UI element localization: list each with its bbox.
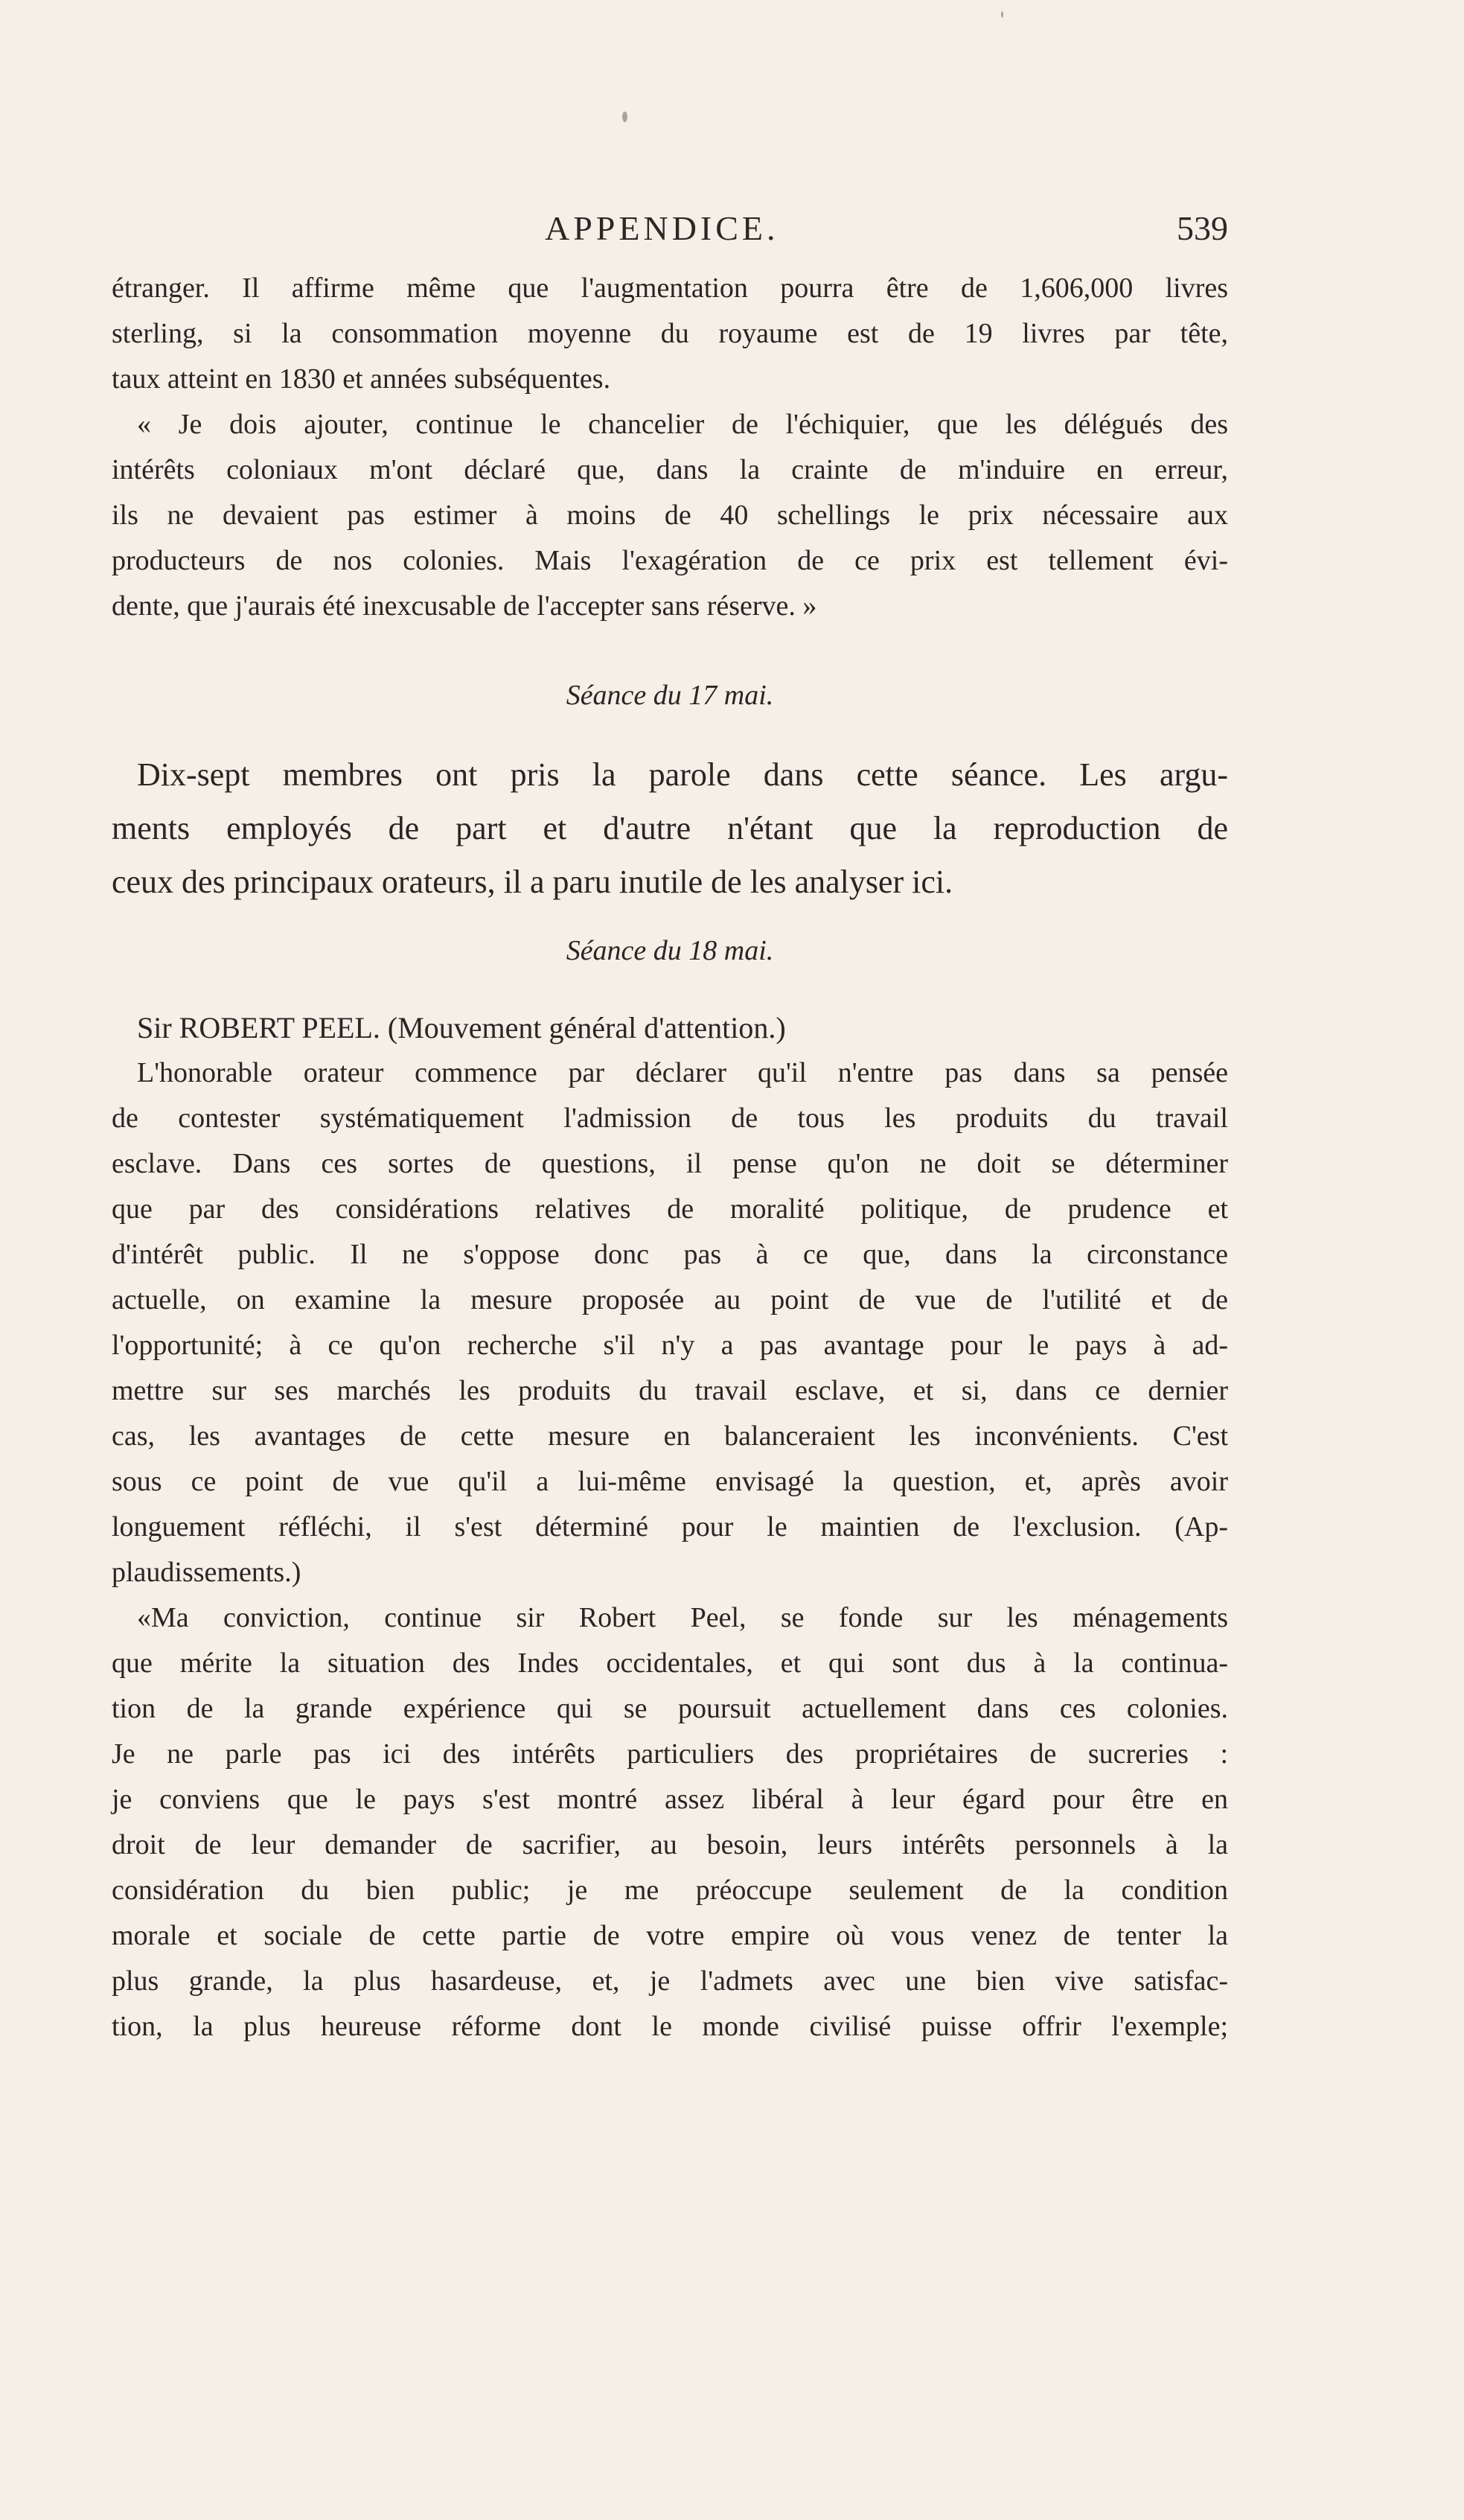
speech-text [112, 1005, 1228, 2050]
text-line: étranger. Il affirme même que l'augmentation pourra être de 1,606,000 livres [112, 272, 1228, 304]
text-line: plaudissements.) [112, 1557, 301, 1588]
section-heading: Séance du 17 mai. [566, 680, 774, 711]
text-line: que par des considérations relatives de moralité politique, de prudence et [112, 1193, 1228, 1225]
text-line: morale et sociale de cette partie de votre empire où vous venez de tenter la [112, 1920, 1228, 1951]
text-line: de contester systématiquement l'admission de tous les produits du travail [112, 1103, 1228, 1134]
text-line: « Je dois ajouter, continue le chancelier de l'échiquier, que les délégués des [137, 409, 1228, 440]
speaker-line: Sir ROBERT PEEL. (Mouvement général d'attention.) [137, 1011, 786, 1044]
opening-text [112, 266, 1228, 629]
text-line: considération du bien public; je me préoccupe seulement de la condition [112, 1875, 1228, 1906]
text-line: taux atteint en 1830 et années subséquentes. [112, 363, 611, 395]
text-line: cas, les avantages de cette mesure en balanceraient les inconvénients. C'est [112, 1420, 1228, 1452]
text-line: dente, que j'aurais été inexcusable de l'accepter sans réserve. » [112, 590, 817, 622]
running-head-title: APPENDICE. [545, 209, 779, 247]
text-line: Dix-sept membres ont pris la parole dans cette séance. Les argu- [137, 756, 1228, 793]
text-line: l'opportunité; à ce qu'on recherche s'il n'y a pas avantage pour le pays à ad- [112, 1330, 1228, 1361]
section-heading: Séance du 18 mai. [566, 935, 774, 966]
text-line: ceux des principaux orateurs, il a paru inutile de les analyser ici. [112, 864, 953, 900]
text-line: tion, la plus heureuse réforme dont le monde civilisé puisse offrir l'exemple; [112, 2011, 1228, 2042]
text-line: d'intérêt public. Il ne s'oppose donc pas à ce que, dans la circonstance [112, 1239, 1228, 1270]
text-line: ments employés de part et d'autre n'étant que la reproduction de [112, 810, 1228, 846]
text-line: ils ne devaient pas estimer à moins de 40 schellings le prix nécessaire aux [112, 500, 1228, 531]
text-line: tion de la grande expérience qui se poursuit actuellement dans ces colonies. [112, 1693, 1228, 1724]
text-line: actuelle, on examine la mesure proposée au point de vue de l'utilité et de [112, 1284, 1228, 1315]
text-line: esclave. Dans ces sortes de questions, il pense qu'on ne doit se déterminer [112, 1148, 1228, 1179]
session-summary [112, 748, 1228, 909]
text-line: intérêts coloniaux m'ont déclaré que, dans la crainte de m'induire en erreur, [112, 454, 1228, 485]
text-line: je conviens que le pays s'est montré assez libéral à leur égard pour être en [112, 1784, 1228, 1815]
text-line: mettre sur ses marchés les produits du travail esclave, et si, dans ce dernier [112, 1375, 1228, 1406]
text-line: plus grande, la plus hasardeuse, et, je l'admets avec une bien vive satisfac- [112, 1965, 1228, 1997]
running-head [112, 208, 1228, 261]
text-line: producteurs de nos colonies. Mais l'exagération de ce prix est tellement évi- [112, 545, 1228, 576]
text-line: longuement réfléchi, il s'est déterminé pour le maintien de l'exclusion. (Ap- [112, 1511, 1228, 1543]
text-line: sous ce point de vue qu'il a lui-même envisagé la question, et, après avoir [112, 1466, 1228, 1497]
text-line: Je ne parle pas ici des intérêts particuliers des propriétaires de sucreries : [112, 1738, 1228, 1770]
ink-speck [1001, 11, 1003, 18]
text-line: «Ma conviction, continue sir Robert Peel, se fonde sur les ménagements [137, 1602, 1228, 1633]
text-line: que mérite la situation des Indes occidentales, et qui sont dus à la continua- [112, 1647, 1228, 1679]
text-line: droit de leur demander de sacrifier, au besoin, leurs intérêts personnels à la [112, 1829, 1228, 1860]
page-number: 539 [1177, 209, 1228, 247]
text-line: L'honorable orateur commence par déclarer qu'il n'entre pas dans sa pensée [137, 1057, 1228, 1088]
text-line: sterling, si la consommation moyenne du royaume est de 19 livres par tête, [112, 318, 1228, 349]
ink-speck [622, 112, 627, 122]
